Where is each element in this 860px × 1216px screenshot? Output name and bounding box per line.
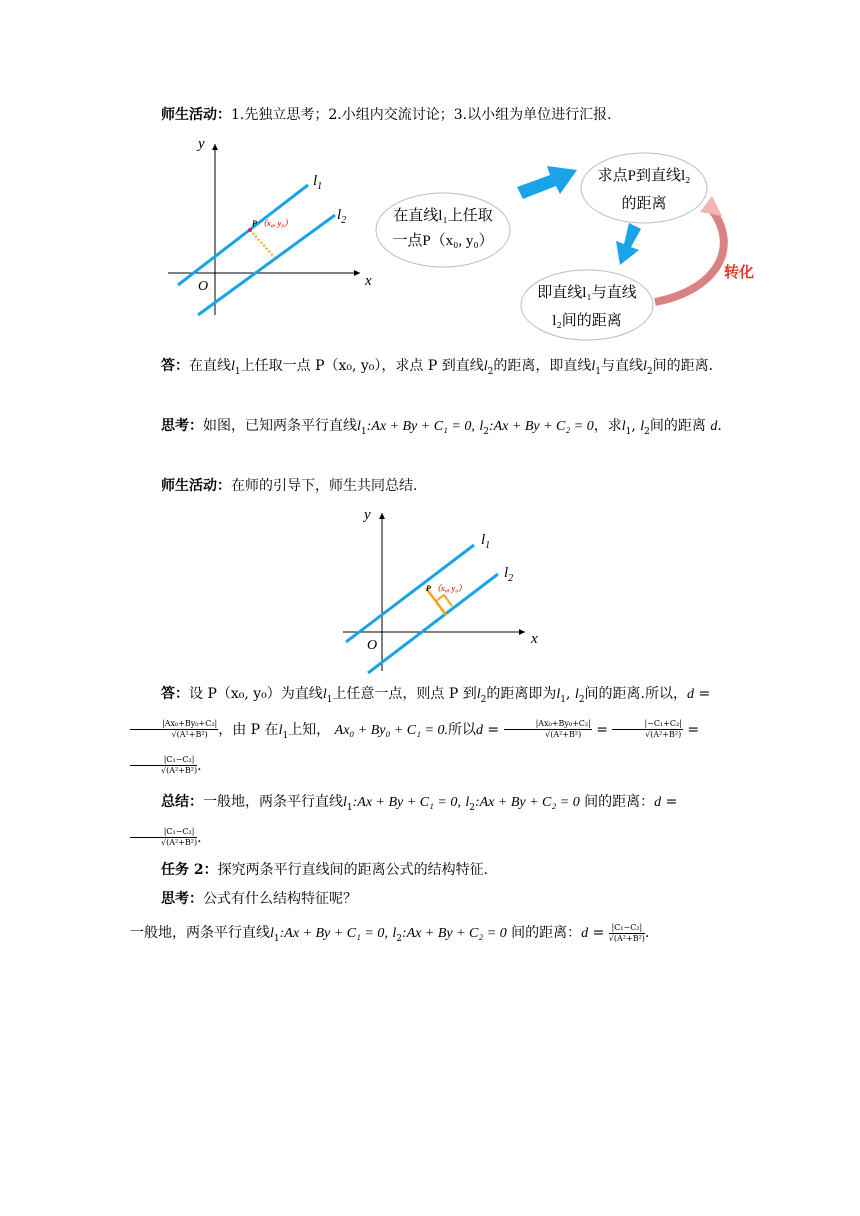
answer2-text-a: 设 P（x₀, y₀）为直线 xyxy=(189,686,323,702)
point-p-label: P （x₀, y₀） xyxy=(252,219,293,228)
flow-box-3-line-1: 即直线l₁与直线 xyxy=(537,285,637,301)
figure-parallel-lines-2 xyxy=(340,505,550,675)
formula-frac-4: $\frac{\text{|C₁−C₂|}}{\text{√(A²+B²)}}$ xyxy=(130,755,197,776)
think-d: d xyxy=(710,419,718,434)
origin-label-2: O xyxy=(367,638,378,653)
activity-text: 1.先独立思考；2.小组内交流讨论；3.以小组为单位进行汇报. xyxy=(231,107,612,123)
flow-box-1-line-1: 在直线l₁上任取 xyxy=(393,208,493,224)
conclusion-text-b: 间的距离： xyxy=(511,925,582,941)
paragraph-answer-1: 答：在直线$l_1$上任取一点 P（x₀, y₀），求点 P 到直线$l_2$的距离，即直线$l_1$与直线$l_2$间的距离. xyxy=(161,358,714,377)
convert-curve-arrow-icon xyxy=(655,210,724,302)
flow-box-3 xyxy=(521,270,653,340)
answer2-text-b: 上任意一点，则点 P 到 xyxy=(332,686,477,702)
line-l1-2 xyxy=(346,545,474,642)
axis-label-x-2: x xyxy=(531,631,538,647)
flow-box-3-line-2: l₂间的距离 xyxy=(552,313,622,329)
paragraph-conclusion: 一般地，两条平行直线$l_1:Ax + By + C_1 = 0$, $l_2:Ax + By + C_2 = 0$ 间的距离：d = $\frac{\text{|C₁−C₂|}}{\text{√(A²+B²)}}$ . xyxy=(130,922,650,944)
summary-text-b: 间的距离： xyxy=(584,794,655,810)
paragraph-activity-1 xyxy=(130,100,732,130)
answer2-text-e: ，由 P 在 xyxy=(218,721,279,738)
conclusion-eq-1: :Ax + By + C₁ = 0, xyxy=(279,926,388,941)
label-think-2: 思考： xyxy=(161,891,203,907)
answer2-text-c: 的距离即为 xyxy=(486,686,557,702)
summary-eq-2: :Ax + By + C₂ = 0 xyxy=(474,795,580,810)
line-l2 xyxy=(198,215,335,315)
origin-label: O xyxy=(198,279,209,294)
summary-formula: $\frac{\text{|C₁−C₂|}}{\text{√(A²+B²)}}$ xyxy=(130,827,197,848)
flow-box-2-line-2: 的距离 xyxy=(621,196,667,212)
point-p xyxy=(248,228,252,232)
paragraph-think-2 xyxy=(130,884,732,914)
answer-text-d: 与直线 xyxy=(601,358,643,374)
perpendicular-dashed xyxy=(250,230,275,258)
answer2-text-f: 上知， xyxy=(288,721,331,738)
paragraph-task-2 xyxy=(130,855,732,885)
answer2-text-g: 所以 xyxy=(447,721,476,738)
label-task-2: 任务 2： xyxy=(161,862,218,878)
flow-diagram xyxy=(372,150,772,345)
flow-box-1-line-2: 一点P（x₀, y₀） xyxy=(392,233,494,249)
think-eq-2: :Ax + By + C₂ = 0 xyxy=(488,419,594,434)
summary-eq-1: :Ax + By + C₁ = 0, xyxy=(352,795,461,810)
flow-box-2 xyxy=(581,153,707,223)
conclusion-eq-2: :Ax + By + C₂ = 0 xyxy=(401,926,507,941)
paragraph-activity-2 xyxy=(130,471,732,501)
answer2-eq: Ax₀ + By₀ + C₁ = 0. xyxy=(334,722,448,738)
think-eq-1: :Ax + By + C₁ = 0, xyxy=(366,419,475,434)
answer-text-e: 间的距离. xyxy=(652,358,714,374)
flow-box-1 xyxy=(376,193,510,267)
think-2-text: 公式有什么结构特征呢？ xyxy=(203,891,357,907)
axis-label-x: x xyxy=(365,273,372,289)
label-think: 思考： xyxy=(161,418,203,434)
formula-frac-3: $\frac{\text{|−C₁+C₂|}}{\text{√(A²+B²)}}$ xyxy=(612,719,682,740)
paragraph-summary: 总结：一般地，两条平行直线$l_1:Ax + By + C_1 = 0$, $l_2:Ax + By + C_2 = 0$ 间的距离：d = $\frac{\text{|C₁−C₂|}}{\text{√(A²+B²)}}$ . xyxy=(130,787,732,853)
conclusion-text-a: 一般地，两条平行直线 xyxy=(130,925,270,941)
think-text-c: 间的距离 xyxy=(649,418,711,434)
think-end: . xyxy=(717,418,722,434)
answer-text-c: 的距离，即直线 xyxy=(493,358,592,374)
answer-text-b: 上任取一点 P（x₀, y₀），求点 P 到直线 xyxy=(240,358,484,374)
formula-frac-1: $\frac{\text{|Ax₀+By₀+C₂|}}{\text{√(A²+B²)}}$ xyxy=(130,719,218,740)
label-activity: 师生活动： xyxy=(161,107,231,123)
label-answer-2: 答： xyxy=(161,686,189,702)
conclusion-formula: $\frac{\text{|C₁−C₂|}}{\text{√(A²+B²)}}$ xyxy=(608,922,645,943)
answer-text-a: 在直线 xyxy=(189,358,231,374)
line-l1-label-2: $l_1$ xyxy=(481,532,491,551)
label-answer: 答： xyxy=(161,358,189,374)
answer2-text-d: 间的距离.所以， xyxy=(584,686,687,702)
line-l1-label: $l_1$ xyxy=(313,173,323,192)
formula-frac-2: $\frac{\text{|Ax₀+By₀+C₂|}}{\text{√(A²+B²)}}$ xyxy=(504,719,592,740)
figure-parallel-lines-1 xyxy=(160,130,380,320)
arrow-down-icon xyxy=(616,223,641,265)
convert-label: 转化 xyxy=(724,265,755,281)
paragraph-think-1: 思考：如图，已知两条平行直线$l_1:Ax + By + C_1 = 0$, $l_2:Ax + By + C_2 = 0$，求$l_1$, $l_2$间的距离 d. xyxy=(161,418,722,437)
flow-box-2-line-1: 求点P到直线l₂ xyxy=(597,168,691,184)
task-2-text: 探究两条平行直线间的距离公式的结构特征. xyxy=(217,862,489,878)
line-l1 xyxy=(178,185,308,285)
label-activity-2: 师生活动： xyxy=(161,478,231,494)
point-p-label-2: P （x₀, y₀） xyxy=(426,584,467,593)
line-l2-label-2: $l_2$ xyxy=(504,565,514,584)
label-summary: 总结： xyxy=(161,794,203,810)
summary-text-a: 一般地，两条平行直线 xyxy=(203,794,343,810)
think-text-a: 如图，已知两条平行直线 xyxy=(203,418,357,434)
axis-label-y: y xyxy=(198,136,205,152)
activity-2-text: 在师的引导下，师生共同总结. xyxy=(231,478,418,494)
think-text-b: ，求 xyxy=(593,418,622,434)
line-l2-label: $l_2$ xyxy=(337,207,347,226)
arrow-right-icon xyxy=(517,166,577,199)
axis-label-y-2: y xyxy=(364,507,371,523)
paragraph-answer-2: 答：设 P（x₀, y₀）为直线$l_1$上任意一点，则点 P 到$l_2$的距离即为$l_1$, $l_2$间的距离.所以，d = $\frac{\text{|Ax₀+By₀+C₂|}}{\text{√(A²+B²)}}$ ，由 P 在$l_1$上知， Ax₀ + By₀ + C₁ = 0.所以d = $\frac{\text{|Ax₀+By₀+C₂|}}{\text{√(A²+B²)}}$ = $\frac{\text{|−C₁+C₂|}}{\text{√(A²+B²)}}$ = $\frac{\text{|C₁−C₂|}}{\text{√(A²+B²)}}$ . xyxy=(130,679,732,781)
